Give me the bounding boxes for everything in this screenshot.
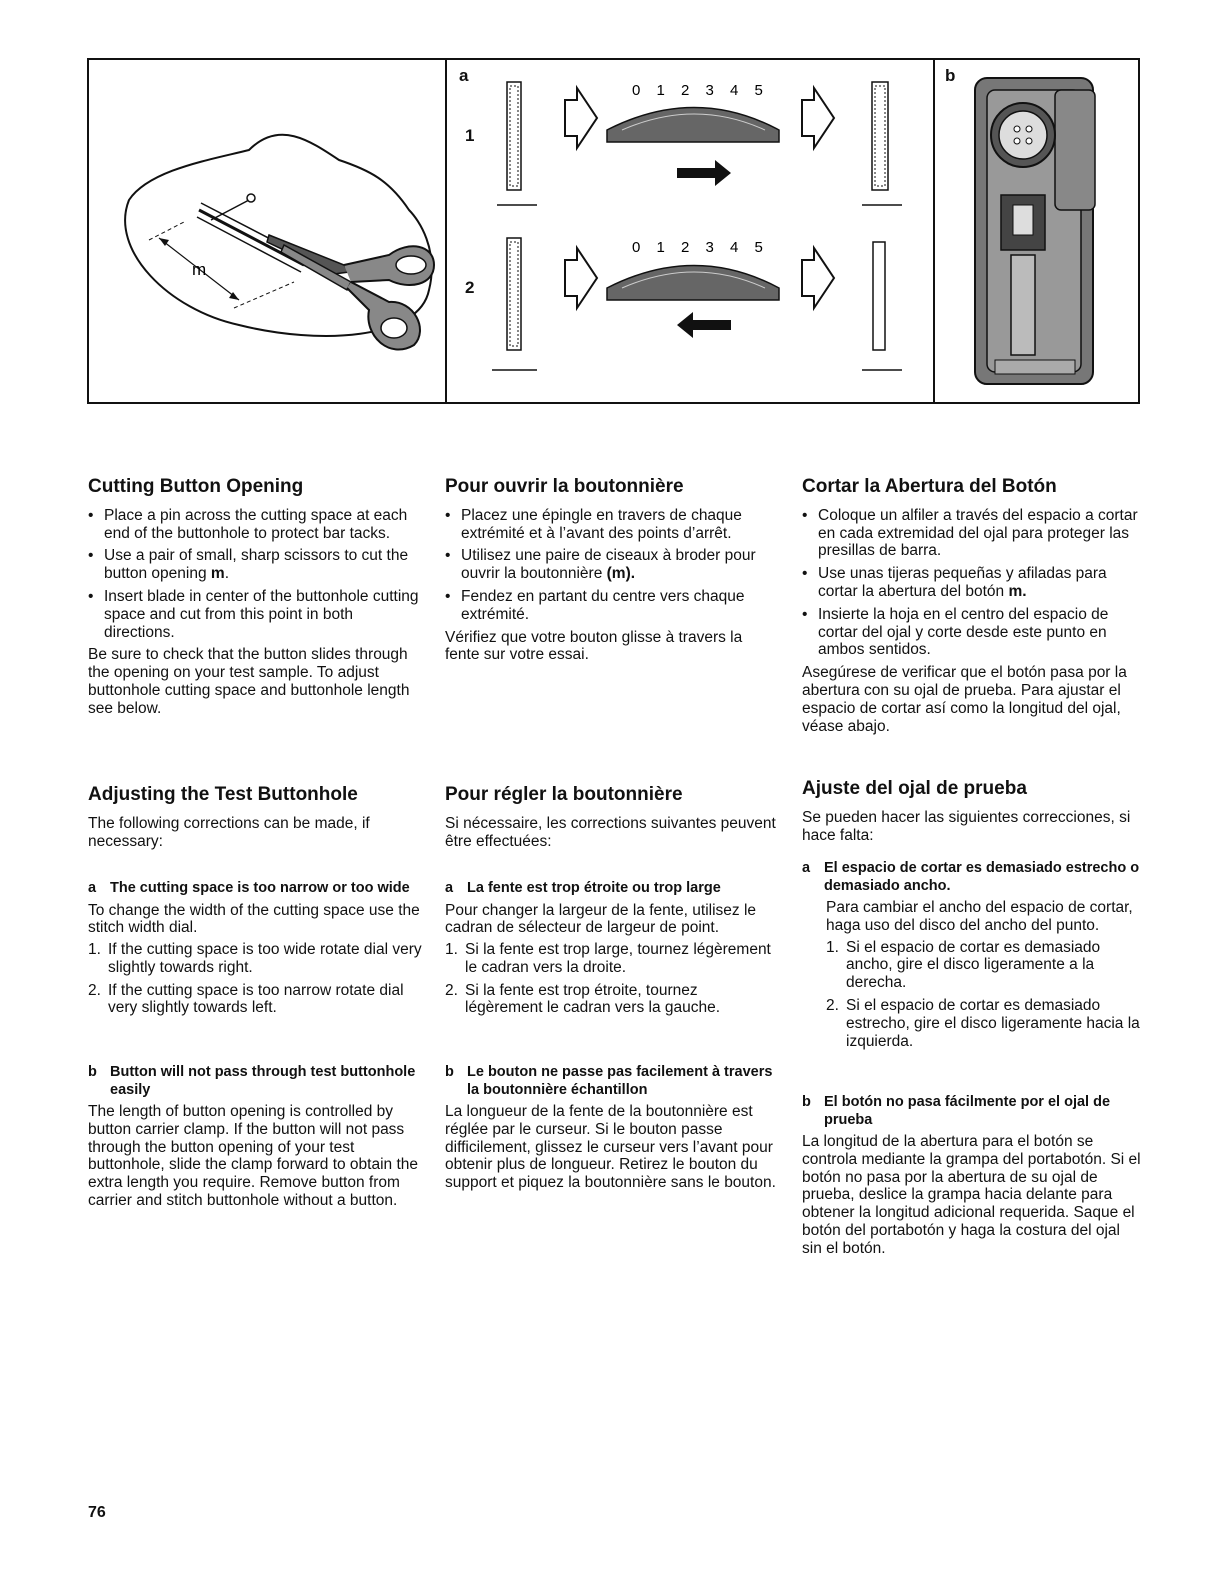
cut-length-label: m — [192, 260, 207, 279]
list-item: • Placez une épingle en travers de chaque extrémité et à l’avant des points d’arrêt. — [445, 506, 742, 542]
arrow-right-icon — [677, 160, 731, 186]
cutting-note: Be sure to check that the button slides through the opening on your test sample. To adjust buttonhole cutting space and buttonhole length see below. — [88, 646, 410, 717]
button-icon — [999, 111, 1047, 159]
row-1-label: 1 — [465, 126, 475, 145]
buttonhole-wide-after — [872, 82, 888, 190]
subsection-b-text: The length of button opening is controlled by button carrier clamp. If the button will not pass through the button opening of your test buttonhole, slide the clamp forward to obtain the extra length you require. Remove button from carrier and stitch buttonhole without a button. — [88, 1103, 419, 1209]
subsection-a-steps — [445, 941, 779, 1017]
list-item: • Place a pin across the cutting space at each end of the buttonhole to protect bar tacks. — [88, 506, 408, 542]
cutting-steps — [445, 507, 779, 624]
cutting-steps — [88, 507, 424, 642]
list-item: 1. Si la fente est trop large, tournez légèrement le cadran vers la droite. — [445, 941, 771, 976]
subsection-b-title: b Le bouton ne passe pas facilement à travers la boutonnière échantillon — [445, 1064, 773, 1098]
list-item: 2. Si la fente est trop étroite, tournez légèrement le cadran vers la gauche. — [445, 981, 721, 1017]
adjusting-intro: Si nécessaire, les corrections suivantes peuvent être effectuées: — [445, 814, 776, 850]
list-item: • Insierte la hoja en el centro del espacio de cortar del ojal y corte desde este punto en ambos sentidos. — [802, 605, 1109, 659]
scissors-illustration — [89, 60, 445, 402]
buttonhole-narrow-before — [507, 238, 521, 350]
list-item: 1. Si el espacio de cortar es demasiado ancho, gire el disco ligeramente a la derecha. — [826, 938, 1101, 992]
list-item: • Insert blade in center of the buttonhole cutting space and cut from this point in both directions. — [88, 587, 419, 641]
subsection-b-text: La longitud de la abertura para el botón se controla mediante la grampa del portabotón. Si el botón no pasa por la abertura de su ojal de prueba, deslice la grampa hacia delante para obtener la longitud adicional requerida. Saque el botón del portabotón y haga la costura del ojal sin el botón. — [802, 1133, 1141, 1257]
adjusting-intro: Se pueden hacer las siguientes correcciones, si hace falta: — [802, 808, 1131, 844]
buttonhole-narrow-after — [873, 242, 885, 350]
arrow-left-icon — [677, 312, 731, 338]
arrow-icon — [802, 248, 834, 308]
list-item: 2. If the cutting space is too narrow rotate dial very slightly towards left. — [88, 981, 404, 1017]
adjusting-intro: The following corrections can be made, if necessary: — [88, 814, 370, 850]
list-item: • Fendez en partant du centre vers chaque extrémité. — [445, 587, 745, 623]
arrow-icon — [802, 88, 834, 148]
cutting-heading: Cutting Button Opening — [88, 476, 304, 497]
panel-b-label: b — [945, 66, 956, 85]
subsection-b-title: b El botón no pasa fácilmente por el ojal de prueba — [802, 1094, 1111, 1128]
subsection-b-title: b Button will not pass through test buttonhole easily — [88, 1064, 416, 1098]
arrow-icon — [565, 88, 597, 148]
button-carrier-panel — [935, 60, 1138, 402]
cutting-steps — [802, 507, 1142, 659]
subsection-a-title: a La fente est trop étroite ou trop large — [445, 880, 721, 896]
adjusting-heading: Pour régler la boutonnière — [445, 784, 683, 805]
dial-scale-1: 0 1 2 3 4 5 — [632, 82, 769, 99]
list-item: 1. If the cutting space is too wide rotate dial very slightly towards right. — [88, 941, 422, 976]
dial-scale-2: 0 1 2 3 4 5 — [632, 239, 769, 256]
dial-diagram — [447, 60, 933, 402]
subsection-a-text: Para cambiar el ancho del espacio de cortar, haga uso del disco del ancho del punto. — [826, 899, 1133, 934]
list-item: • Use a pair of small, sharp scissors to cut the button opening m. — [88, 547, 409, 583]
subsection-b-text: La longueur de la fente de la boutonnière est réglée par le curseur. Si le bouton passe difficilement, glissez le curseur vers l’avant pour obtenir plus de longueur. Retirez le bouton du support et piquez la boutonnière sans le bouton. — [445, 1103, 776, 1192]
scissors-illustration-panel — [89, 60, 447, 402]
arrow-icon — [565, 248, 597, 308]
subsection-a-steps — [88, 941, 424, 1017]
subsection-a-steps — [826, 939, 1142, 1051]
adjusting-heading: Adjusting the Test Buttonhole — [88, 784, 358, 805]
panel-a-label: a — [459, 66, 469, 85]
illustration-frame — [87, 58, 1140, 404]
list-item: • Coloque un alfiler a través del espacio a cortar en cada extremidad del ojal para proteger las presillas de barra. — [802, 506, 1138, 560]
subsection-a-title: a El espacio de cortar es demasiado estrecho o demasiado ancho. — [802, 860, 1140, 894]
stitch-width-dial-panel — [447, 60, 935, 402]
list-item: • Utilisez une paire de ciseaux à broder pour ouvrir la boutonnière (m). — [445, 547, 756, 583]
subsection-a-text: To change the width of the cutting space use the stitch width dial. — [88, 901, 420, 937]
adjusting-heading: Ajuste del ojal de prueba — [802, 778, 1027, 799]
subsection-a-title: a The cutting space is too narrow or too wide — [88, 880, 410, 896]
button-carrier-foot — [935, 60, 1135, 402]
row-2-label: 2 — [465, 278, 475, 297]
buttonhole-wide-before — [507, 82, 521, 190]
subsection-a-text: Pour changer la largeur de la fente, utilisez le cadran de sélecteur de largeur de point. — [445, 901, 757, 937]
cutting-note: Asegúrese de verificar que el botón pasa por la abertura con su ojal de prueba. Para ajustar el espacio de cortar así como la longitud del ojal, véase abajo. — [802, 664, 1127, 735]
list-item: • Use unas tijeras pequeñas y afiladas para cortar la abertura del botón m. — [802, 565, 1107, 600]
list-item: 2. Si el espacio de cortar es demasiado estrecho, gire el disco ligeramente hacia la izquierda. — [826, 996, 1140, 1050]
cutting-heading: Pour ouvrir la boutonnière — [445, 476, 684, 497]
cutting-note: Vérifiez que votre bouton glisse à travers la fente sur votre essai. — [445, 628, 743, 664]
cutting-heading: Cortar la Abertura del Botón — [802, 476, 1057, 497]
page-number: 76 — [88, 1504, 106, 1521]
